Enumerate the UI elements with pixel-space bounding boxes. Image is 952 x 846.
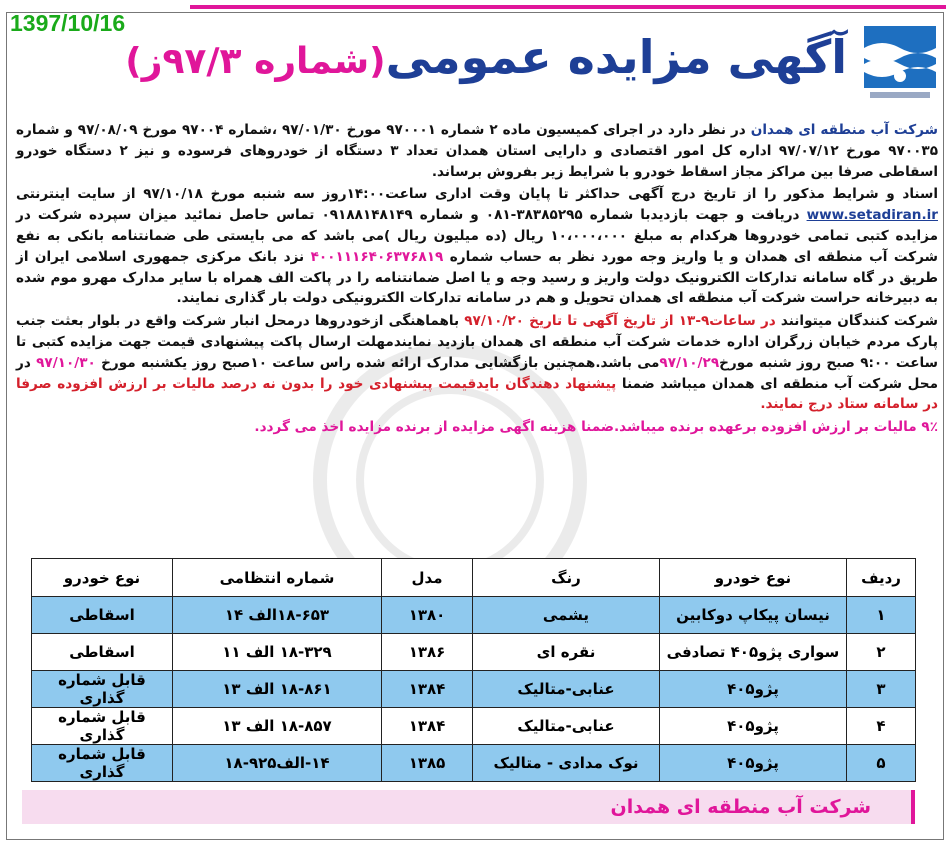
header-color: رنگ bbox=[473, 559, 660, 597]
cell-plate-number: ۱۸-۳۲۹ الف ۱۱ bbox=[173, 634, 382, 671]
cell-row-number: ۱ bbox=[847, 597, 916, 634]
page-title bbox=[125, 30, 847, 84]
cell-plate-number: ۱۸-۶۵۳الف ۱۴ bbox=[173, 597, 382, 634]
cell-vehicle-type: پژو۴۰۵ bbox=[660, 671, 847, 708]
cell-vehicle-status: اسقاطی bbox=[32, 634, 173, 671]
publish-date: 1397/10/16 bbox=[10, 10, 126, 36]
cell-vehicle-status: قابل شماره گذاری bbox=[32, 708, 173, 745]
opening-date: ۹۷/۱۰/۳۰ bbox=[36, 354, 96, 371]
table-row bbox=[32, 597, 916, 634]
cell-vehicle-type: پژو۴۰۵ bbox=[660, 745, 847, 782]
top-accent-line bbox=[190, 5, 946, 9]
paragraph-visit bbox=[16, 311, 938, 415]
cell-color: عنابی-متالیک bbox=[473, 671, 660, 708]
visit-text-c: می باشد.همچنین بازگشایی مدارک ارائه شده راس ساعت ۱۰صبح روز یکشنبه مورخ bbox=[95, 354, 660, 371]
title-main: آگهی مزایده عمومی bbox=[385, 30, 847, 84]
header-plate-number: شماره انتظامی bbox=[173, 559, 382, 597]
cell-plate-number: ۱۸-۸۶۱ الف ۱۳ bbox=[173, 671, 382, 708]
header-vehicle-status: نوع خودرو bbox=[32, 559, 173, 597]
documents-text-b: دریافت و جهت بازدیدبا شماره ۳۸۳۸۵۲۹۵-۰۸۱ و شماره ۰۹۱۸۸۱۴۸۱۴۹ تماس حاصل نمائید میزان سپرده شرکت در مزایده کتبی تمامی خودروها هرکدام به مبلغ ۱۰،۰۰۰،۰۰۰ ریال (ده میلیون ریال )می باشد که می بایستی طی ضمانتنامه بانکی به نفع شرکت آب منطقه ای همدان و یا واریز وجه مورد نظر به حساب شماره bbox=[16, 207, 938, 265]
cell-model: ۱۳۸۶ bbox=[382, 634, 473, 671]
cell-row-number: ۳ bbox=[847, 671, 916, 708]
paragraph-intro bbox=[16, 120, 938, 182]
cell-row-number: ۲ bbox=[847, 634, 916, 671]
cell-vehicle-status: قابل شماره گذاری bbox=[32, 671, 173, 708]
footer-banner bbox=[22, 790, 915, 824]
cell-vehicle-type: پژو۴۰۵ bbox=[660, 708, 847, 745]
table-row bbox=[32, 745, 916, 782]
documents-text-a: اسناد و شرایط مذکور را از تاریخ درج آگهی حداکثر تا پایان وقت اداری ساعت۱۴:۰۰روز سه شنبه مورخ ۹۷/۱۰/۱۸ از سایت اینترنتی bbox=[16, 186, 939, 203]
announcement-body bbox=[16, 120, 938, 440]
cell-color: یشمی bbox=[473, 597, 660, 634]
visit-hours: در ساعات۹-۱۳ از تاریخ آگهی تا تاریخ ۹۷/۱۰/۲۰ bbox=[464, 313, 776, 330]
cell-color: نوک مدادی - متالیک bbox=[473, 745, 660, 782]
table-header-row bbox=[32, 559, 916, 597]
documents-text-c: نزد بانک مرکزی جمهوری اسلامی ایران از طریق در گاه سامانه تدارکات الکترونیک دولت واریز و رسید وجه و یا اصل ضمانتنامه را در پاکت الف همراه با سایر مدارک مهرو موم شده به دبیرخانه حراست شرکت آب منطقه ای همدان تحویل و هم در سامانه تدارکات الکترونیکی دولت بار گذاری نمایند. bbox=[16, 248, 938, 307]
cell-model: ۱۳۸۰ bbox=[382, 597, 473, 634]
paragraph-documents bbox=[16, 184, 938, 309]
cell-plate-number: ۱۸-۸۵۷ الف ۱۳ bbox=[173, 708, 382, 745]
table-row bbox=[32, 708, 916, 745]
tax-note: پیشنهاد دهندگان بایدقیمت پیشنهادی خود را بدون نه درصد مالیات بر ارزش افزوده صرفا در سامانه ستاد درج نمایند. bbox=[16, 375, 938, 413]
header-row-number: ردیف bbox=[847, 559, 916, 597]
visit-text-b: باهماهنگی ازخودروها درمحل انبار شرکت واقع در بلوار بعثت جنب پارک مردم خیابان زرگران اداره خدمات شرکت آب منطقه ای همدان بازدید نمایندمهلت ارسال پاکت پیشنهادی قیمت جهت مزایده کتبی تا ساعت ۹:۰۰ صبح روز شنبه مورخ bbox=[16, 313, 938, 371]
cell-color: عنابی-متالیک bbox=[473, 708, 660, 745]
footer-company-name: شرکت آب منطقه ای همدان bbox=[610, 796, 871, 818]
header-model: مدل bbox=[382, 559, 473, 597]
cell-row-number: ۵ bbox=[847, 745, 916, 782]
company-name: شرکت آب منطقه ای همدان bbox=[750, 122, 938, 138]
submit-date: ۹۷/۱۰/۲۹ bbox=[659, 354, 720, 371]
table-row bbox=[32, 634, 916, 671]
cell-vehicle-type: سواری پژو۴۰۵ تصادفی bbox=[660, 634, 847, 671]
water-company-logo-icon bbox=[862, 24, 938, 106]
account-number: ۴۰۰۱۱۱۶۴۰۶۳۷۶۸۱۹ bbox=[310, 248, 444, 265]
header-vehicle-type: نوع خودرو bbox=[660, 559, 847, 597]
visit-text-a: شرکت کنندگان میتوانند bbox=[775, 313, 938, 330]
cell-vehicle-status: قابل شماره گذاری bbox=[32, 745, 173, 782]
cell-row-number: ۴ bbox=[847, 708, 916, 745]
cell-vehicle-type: نیسان پیکاپ دوکابین bbox=[660, 597, 847, 634]
cell-model: ۱۳۸۵ bbox=[382, 745, 473, 782]
table-row bbox=[32, 671, 916, 708]
title-number: (شماره ۹۷/۳ز) bbox=[125, 41, 386, 82]
paragraph-vat bbox=[16, 417, 938, 438]
intro-text: در نظر دارد در اجرای کمیسیون ماده ۲ شماره ۹۷۰۰۰۱ مورخ ۹۷/۰۱/۳۰ ،شماره ۹۷۰۰۴ مورخ ۹۷/۰۸/۰۹ و شماره ۹۷۰۰۳۵ مورخ ۹۷/۰۷/۱۲ اداره کل امور اقتصادی و دارایی استان همدان تعداد ۳ دستگاه از خودروهای فرسوده و نیز ۲ دستگاه خودرو اسقاطی صرفا بین مراکز مجاز اسقاط خودرو با شرایط زیر بفروش برساند. bbox=[16, 122, 939, 180]
cell-model: ۱۳۸۴ bbox=[382, 708, 473, 745]
setadiran-link[interactable]: www.setadiran.ir bbox=[806, 207, 938, 224]
cell-model: ۱۳۸۴ bbox=[382, 671, 473, 708]
cell-color: نقره ای bbox=[473, 634, 660, 671]
visit-text-d: در محل شرکت آب منطقه ای همدان میباشد ضمنا bbox=[16, 354, 938, 392]
vat-note: ۹٪ مالیات بر ارزش افزوده برعهده برنده میباشد.ضمنا هزینه اگهی مزایده از برنده مزایده اخذ می گردد. bbox=[254, 419, 938, 436]
vehicles-table bbox=[31, 558, 916, 782]
cell-vehicle-status: اسقاطی bbox=[32, 597, 173, 634]
cell-plate-number: ۱۴-الف۹۲۵-۱۸ bbox=[173, 745, 382, 782]
